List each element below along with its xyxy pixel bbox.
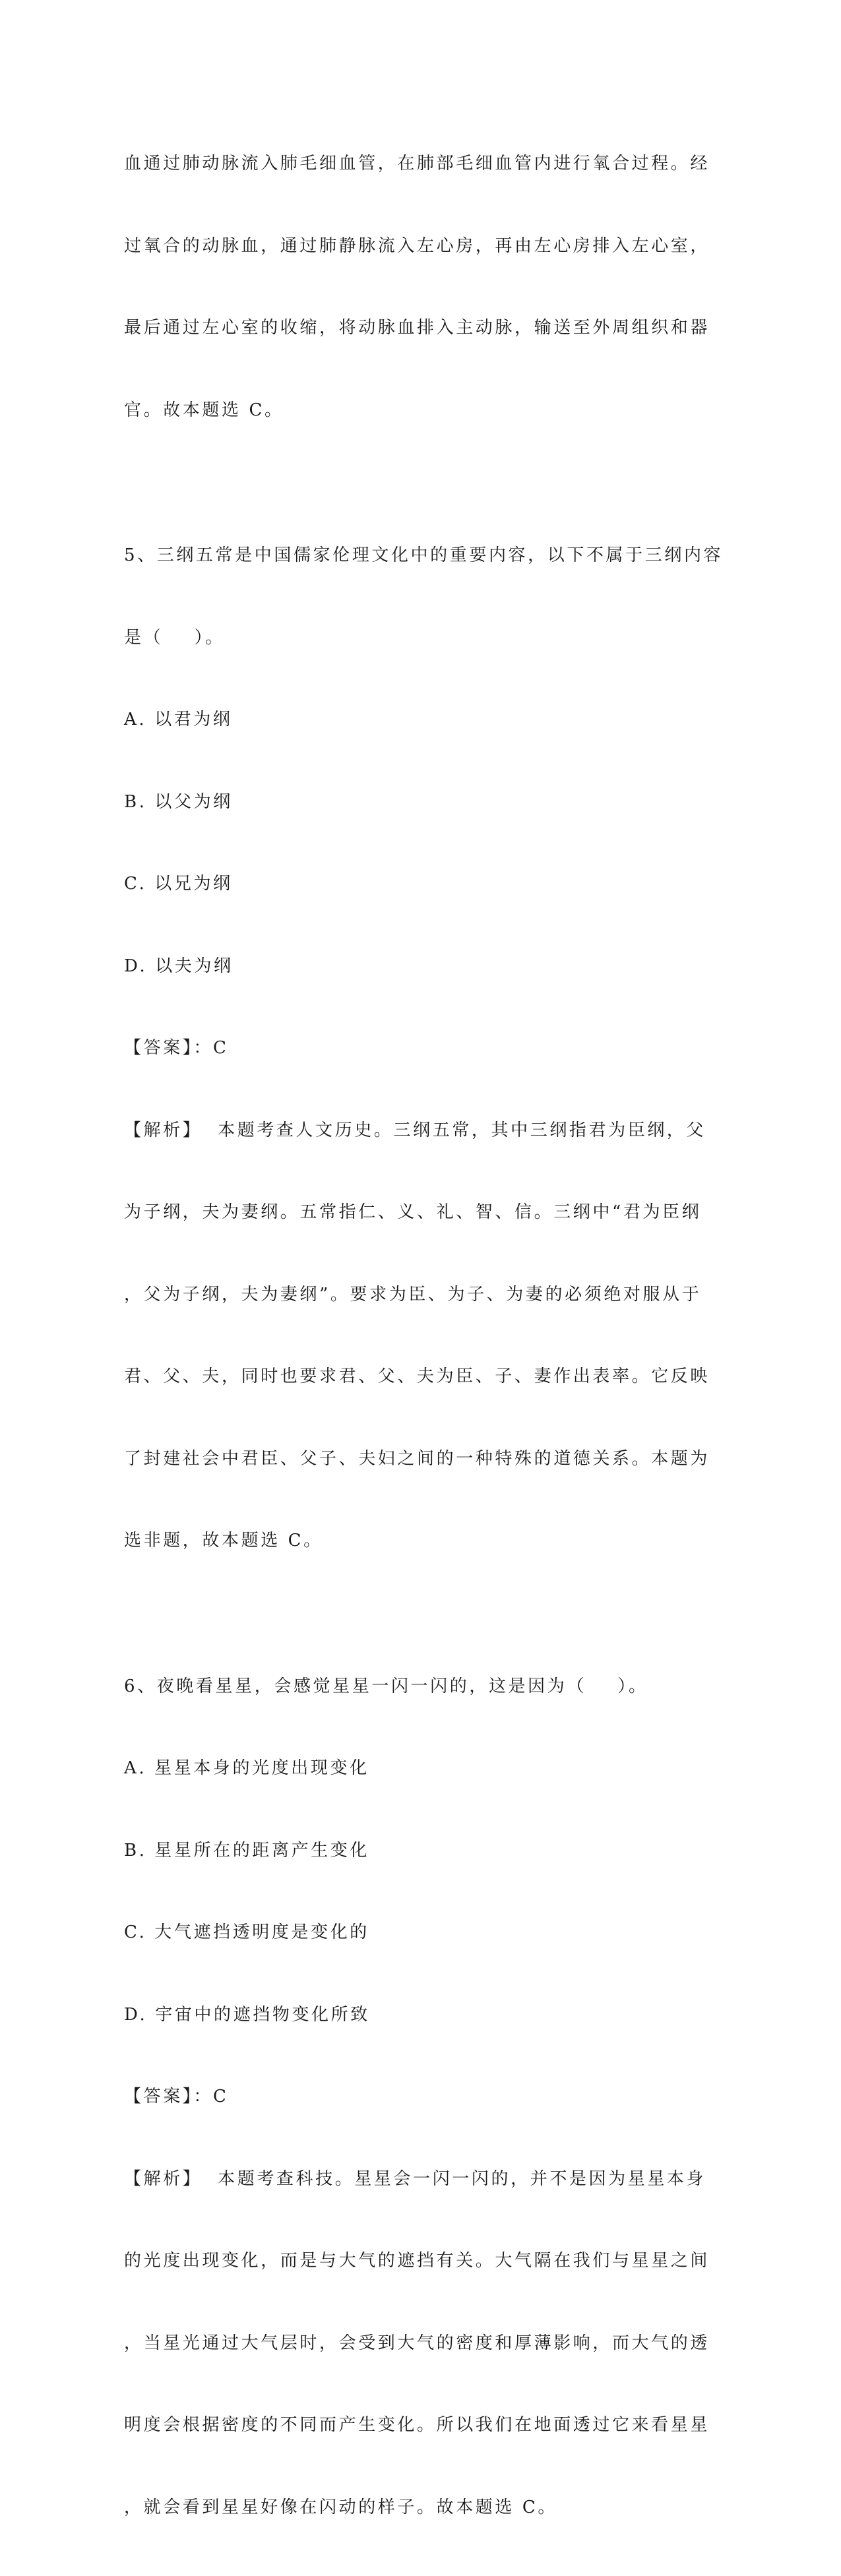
question-stem-line: 6、夜晚看星星，会感觉星星一闪一闪的，这是因为（ ）。 xyxy=(124,1673,704,1701)
option-c: C. 以兄为纲 xyxy=(124,871,704,898)
analysis-line: ，父为子纲，夫为妻纲”。要求为臣、为子、为妻的必须绝对服从于 xyxy=(124,1281,704,1309)
intro-line: 最后通过左心室的收缩，将动脉血排入主动脉，输送至外周组织和器 xyxy=(124,315,704,342)
question-5 xyxy=(124,487,704,1610)
intro-line: 血通过肺动脉流入肺毛细血管，在肺部毛细血管内进行氧合过程。经 xyxy=(124,150,704,178)
analysis-line: ，当星光通过大气层时，会受到大气的密度和厚薄影响，而大气的透 xyxy=(124,2330,704,2358)
analysis-line: 明度会根据密度的不同而产生变化。所以我们在地面透过它来看星星 xyxy=(124,2412,704,2439)
analysis-line: 为子纲，夫为妻纲。五常指仁、义、礼、智、信。三纲中“君为臣纲 xyxy=(124,1199,704,1227)
question-stem-line: 5、三纲五常是中国儒家伦理文化中的重要内容，以下不属于三纲内容 xyxy=(124,542,704,570)
paragraph-gap xyxy=(124,1610,704,1618)
analysis-line: 【解析】 本题考查科技。星星会一闪一闪的，并不是因为星星本身 xyxy=(124,2166,704,2193)
question-stem-line: 是（ ）。 xyxy=(124,625,704,652)
paragraph-gap xyxy=(124,479,704,487)
analysis-line: ，就会看到星星好像在闪动的样子。故本题选 C。 xyxy=(124,2494,704,2522)
option-a: A. 以君为纲 xyxy=(124,706,704,734)
intro-line: 过氧合的动脉血，通过肺静脉流入左心房，再由左心房排入左心室， xyxy=(124,233,704,261)
option-d: D. 以夫为纲 xyxy=(124,953,704,981)
answer-line: 【答案】：C xyxy=(124,2083,704,2111)
option-c: C. 大气遮挡透明度是变化的 xyxy=(124,1919,704,1947)
answer-line: 【答案】：C xyxy=(124,1035,704,1062)
intro-paragraph xyxy=(124,96,704,479)
analysis-line: 【解析】 本题考查人文历史。三纲五常，其中三纲指君为臣纲，父 xyxy=(124,1117,704,1145)
analysis-line: 选非题，故本题选 C。 xyxy=(124,1527,704,1555)
option-a: A. 星星本身的光度出现变化 xyxy=(124,1755,704,1783)
question-6 xyxy=(124,1618,704,2576)
option-b: B. 星星所在的距离产生变化 xyxy=(124,1837,704,1865)
document-page xyxy=(0,0,841,1088)
analysis-line: 君、父、夫，同时也要求君、父、夫为臣、子、妻作出表率。它反映 xyxy=(124,1363,704,1391)
intro-line: 官。故本题选 C。 xyxy=(124,397,704,425)
analysis-line: 了封建社会中君臣、父子、夫妇之间的一种特殊的道德关系。本题为 xyxy=(124,1446,704,1473)
analysis-line: 的光度出现变化，而是与大气的遮挡有关。大气隔在我们与星星之间 xyxy=(124,2248,704,2275)
option-d: D. 宇宙中的遮挡物变化所致 xyxy=(124,2002,704,2029)
option-b: B. 以父为纲 xyxy=(124,789,704,816)
document-body xyxy=(124,96,704,2576)
